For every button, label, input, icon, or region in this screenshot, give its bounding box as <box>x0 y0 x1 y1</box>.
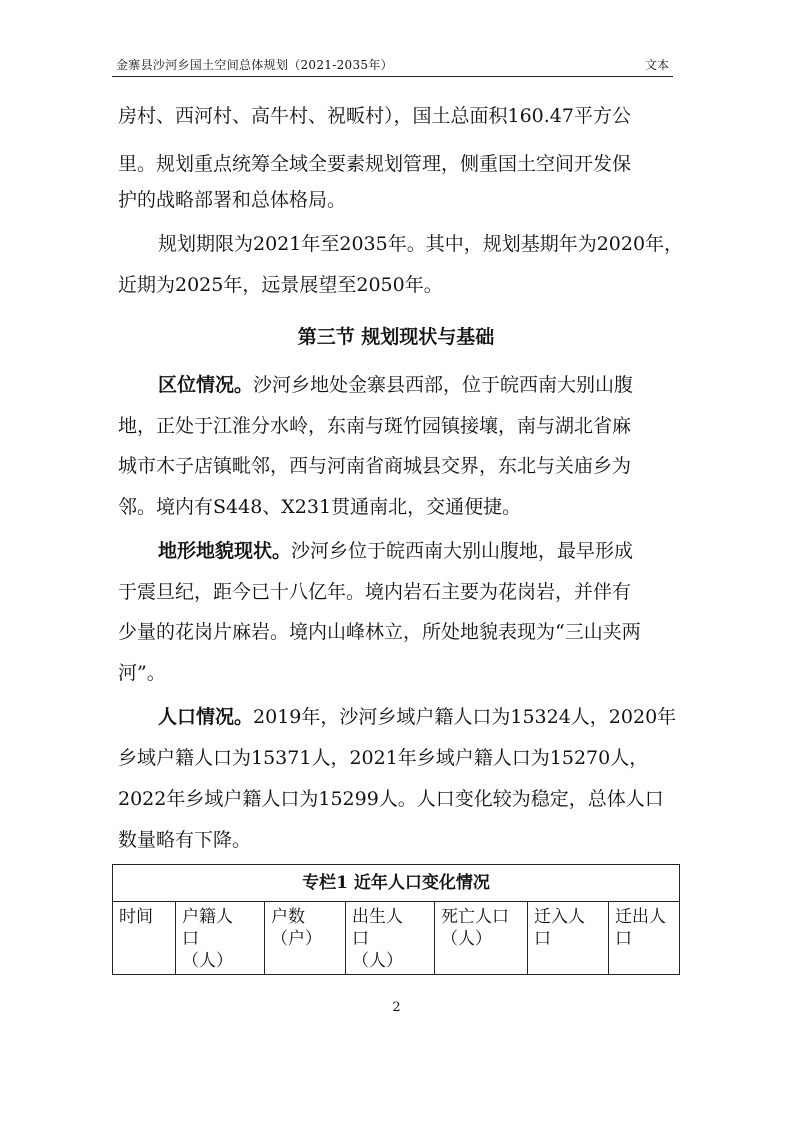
section-heading: 第三节 规划现状与基础 <box>297 326 495 348</box>
paragraph-population-line-2: 乡域户籍人口为15371人，2021年乡域户籍人口为15270人， <box>118 747 649 769</box>
paragraph-population-line-4: 数量略有下降。 <box>118 829 252 851</box>
header-moved-out: 迁出人 口 <box>609 902 680 975</box>
paragraph-population-line-3: 2022年乡域户籍人口为15299人。人口变化较为稳定，总体人口 <box>118 788 664 810</box>
header-moved-in: 迁入人 口 <box>528 902 609 975</box>
paragraph-location-line-3: 城市木子店镇毗邻，西与河南省商城县交界，东北与关庙乡为 <box>118 455 632 477</box>
location-lead: 区位情况。 <box>158 374 254 396</box>
location-text: 沙河乡地处金寨县西部，位于皖西南大别山腹 <box>253 374 634 396</box>
population-table <box>112 864 680 975</box>
document-title: 金寨县沙河乡国土空间总体规划（2021-2035年） <box>116 58 393 72</box>
header-registered-population: 户籍人 口 （人） <box>176 902 265 975</box>
paragraph-period-line-1: 规划期限为2021年至2035年。其中，规划基期年为2020年， <box>158 233 684 255</box>
document-type-label: 文本 <box>644 58 669 72</box>
paragraph-scope-line-1: 房村、西河村、高牛村、祝畈村），国土总面积160.47平方公 <box>118 105 631 127</box>
paragraph-location-line-1 <box>158 370 714 400</box>
paragraph-terrain-line-4: 河”。 <box>118 662 166 684</box>
population-lead: 人口情况。 <box>158 706 254 728</box>
paragraph-terrain-line-3: 少量的花岗片麻岩。境内山峰林立，所处地貌表现为“三山夹两 <box>118 621 641 643</box>
paragraph-location-line-4: 邻。境内有S448、X231贯通南北，交通便捷。 <box>118 496 522 518</box>
header-households: 户数 （户） <box>265 902 346 975</box>
terrain-lead: 地形地貌现状。 <box>158 540 292 562</box>
header-time: 时间 <box>113 902 176 975</box>
paragraph-terrain-line-2: 于震旦纪，距今已十八亿年。境内岩石主要为花岗岩，并伴有 <box>118 581 632 603</box>
paragraph-period-line-2: 近期为2025年，远景展望至2050年。 <box>118 274 443 296</box>
page-header <box>112 52 673 77</box>
table-caption: 专栏1 近年人口变化情况 <box>113 865 680 902</box>
paragraph-population-line-1 <box>158 702 714 732</box>
header-deaths: 死亡人口 （人） <box>435 902 528 975</box>
paragraph-scope-line-2: 里。规划重点统筹全域全要素规划管理，侧重国土空间开发保 <box>118 153 632 175</box>
paragraph-scope-line-3: 护的战略部署和总体格局。 <box>118 189 347 211</box>
terrain-text: 沙河乡位于皖西南大别山腹地，最早形成 <box>291 540 634 562</box>
paragraph-terrain-line-1 <box>158 536 714 566</box>
paragraph-location-line-2: 地，正处于江淮分水岭，东南与斑竹园镇接壤，南与湖北省麻 <box>118 415 632 437</box>
header-births: 出生人 口 （人） <box>346 902 435 975</box>
page-number: 2 <box>392 1000 401 1015</box>
table-header-row <box>113 902 680 975</box>
population-text: 2019年，沙河乡域户籍人口为15324人，2020年 <box>253 706 677 728</box>
